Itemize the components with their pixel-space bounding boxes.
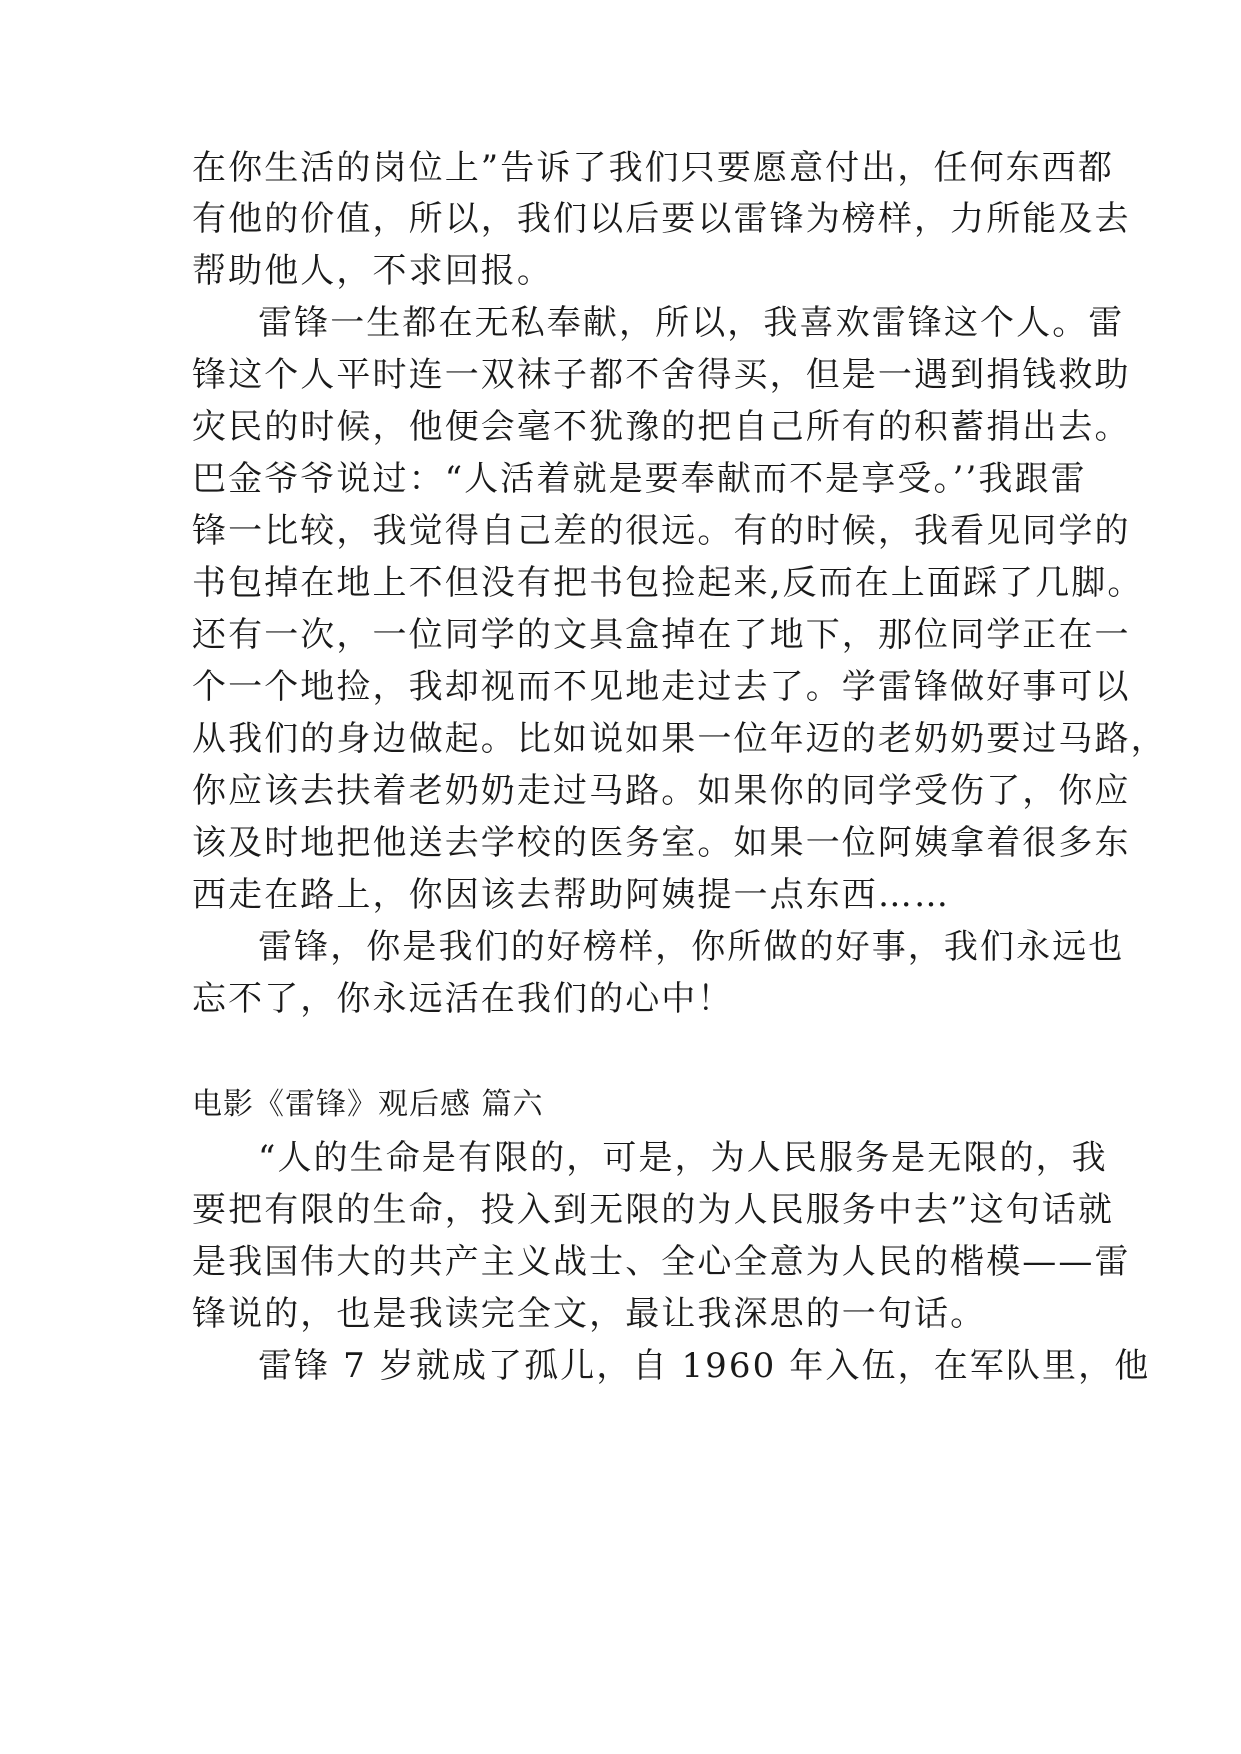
paragraph-line: 灾民的时候，他便会毫不犹豫的把自己所有的积蓄捐出去。 — [192, 407, 1131, 447]
paragraph-line: 雷锋 7 岁就成了孤儿，自 1960 年入伍，在军队里，他 — [258, 1346, 1151, 1386]
paragraph-line: 在你生活的岗位上”告诉了我们只要愿意付出，任何东西都 — [192, 148, 1114, 188]
section-heading: 电影《雷锋》观后感 篇六 — [192, 1087, 544, 1122]
paragraph-line: 锋这个人平时连一双袜子都不舍得买，但是一遇到捐钱救助 — [192, 355, 1131, 395]
paragraph-line: 锋一比较，我觉得自己差的很远。有的时候，我看见同学的 — [192, 511, 1131, 551]
paragraph-line: 雷锋，你是我们的好榜样，你所做的好事，我们永远也 — [258, 927, 1125, 967]
paragraph-line: 个一个地捡，我却视而不见地走过去了。学雷锋做好事可以 — [192, 667, 1131, 707]
paragraph-line: 是我国伟大的共产主义战士、全心全意为人民的楷模——雷 — [192, 1242, 1131, 1282]
paragraph-line: 巴金爷爷说过：“人活着就是要奉献而不是享受。’’我跟雷 — [192, 459, 1087, 499]
paragraph-line: 雷锋一生都在无私奉献，所以，我喜欢雷锋这个人。雷 — [258, 303, 1125, 343]
paragraph-line: 该及时地把他送去学校的医务室。如果一位阿姨拿着很多东 — [192, 823, 1131, 863]
paragraph-line: 要把有限的生命，投入到无限的为人民服务中去”这句话就 — [192, 1190, 1114, 1230]
paragraph-line: 西走在路上，你因该去帮助阿姨提一点东西…… — [192, 875, 951, 915]
paragraph-line: 你应该去扶着老奶奶走过马路。如果你的同学受伤了，你应 — [192, 771, 1131, 811]
paragraph-line: “人的生命是有限的，可是，为人民服务是无限的，我 — [258, 1138, 1108, 1178]
paragraph-line: 帮助他人，不求回报。 — [192, 251, 553, 291]
paragraph-line: 忘不了，你永远活在我们的心中！ — [192, 979, 734, 1019]
paragraph-line: 有他的价值，所以，我们以后要以雷锋为榜样，力所能及去 — [192, 199, 1131, 239]
paragraph-line: 锋说的，也是我读完全文，最让我深思的一句话。 — [192, 1294, 987, 1334]
paragraph-line: 书包掉在地上不但没有把书包捡起来,反而在上面踩了几脚。 — [192, 563, 1144, 603]
paragraph-line: 从我们的身边做起。比如说如果一位年迈的老奶奶要过马路， — [192, 719, 1167, 759]
paragraph-line: 还有一次，一位同学的文具盒掉在了地下，那位同学正在一 — [192, 615, 1131, 655]
